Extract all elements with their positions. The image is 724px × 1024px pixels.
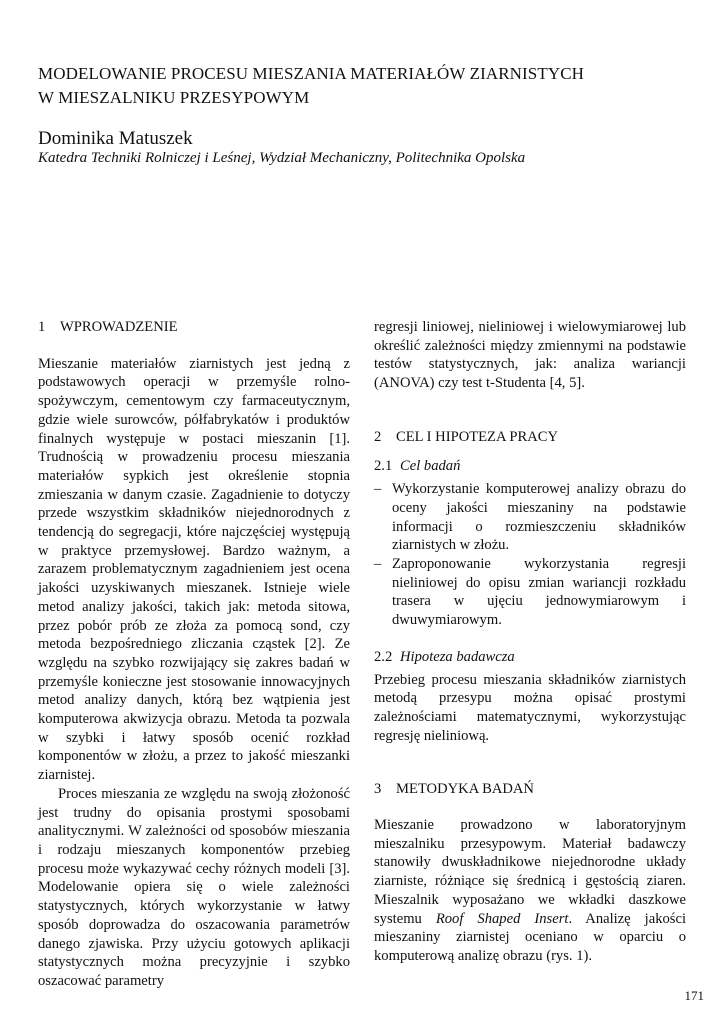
subsection-heading-aim xyxy=(374,457,686,476)
title-line-1: MODELOWANIE PROCESU MIESZANIA MATERIAŁÓW ZIARNISTYCH xyxy=(38,64,585,83)
intro-paragraph-2-continued: regresji liniowej, nieliniowej i wielowymiarowej lub określić zależności między zmiennymi na podstawie testów statystycznych, jak: analiza wariancji (ANOVA) czy test t-Studenta [4, 5]. xyxy=(374,319,686,392)
section-number: 2 xyxy=(374,428,382,445)
author-name: Dominika Matuszek xyxy=(38,128,193,149)
right-column xyxy=(374,318,686,966)
page-number: 171 xyxy=(684,988,704,1003)
methodology-text-end: . Analizę jakości mieszaniny ziarnistej oceniano w oparciu o komputerową analizę obrazu (rys. 1). xyxy=(374,910,687,964)
section-title: WPROWADZENIE xyxy=(60,319,178,335)
intro-paragraph-1: Mieszanie materiałów ziarnistych jest jedną z podstawowych operacji w przemyśle rolno-spożywczym, cementowym czy farmaceutycznym, gdzie wiele surowców, półfabrykatów i produktów finalnych występuje w postaci mieszanin [1]. Trudnością w prowadzeniu procesu mieszania materiałów sypkich jest określenie stopnia zmieszania w danym czasie. Zagadnienie to dotyczy przede wszystkim składników niejednorodnych z tendencją do segregacji, które najczęściej występują w praktyce przemysłowej. Bardzo ważnym, a zarazem problematycznym zagadnieniem jest ocena jakości uzyskiwanych mieszanek. Istnieje wiele metod analizy jakości, takich jak: metoda sitowa, przez pobór prób ze złoża za pomocą sond, czy metoda bezpośredniego zliczania cząstek [2]. Ze względu na szybko rozwijający się zakres badań w przemyśle konieczne jest stosowanie innowacyjnych metod analizy danych, którą bez wątpienia jest komputerowa akwizycja obrazu. Metoda ta pozwala w szybki i łatwy sposób ocenić rozkład komponentów w złożu, a przez to jakość mieszanki ziarnistej. xyxy=(38,355,350,784)
subsection-heading-hypothesis xyxy=(374,648,686,667)
hypothesis-paragraph: Przebieg procesu mieszania składników ziarnistych metodą przesypu można opisać prostymi zależnościami matematycznymi, wykorzystując regresję nieliniową. xyxy=(374,671,686,744)
section-heading-aim-hypothesis xyxy=(374,428,686,447)
subsection-number: 2.1 xyxy=(374,457,393,474)
subsection-title: Hipoteza badawcza xyxy=(400,648,515,665)
methodology-text: Mieszanie prowadzono w laboratoryjnym mieszalniku przesypowym. Materiał badawczy stanowiły dwuskładnikowe niejednorodne układy ziarniste, różniące się średnicą i gęstością ziaren. Mieszalnik wyposażano we wkładki daszkowe systemu xyxy=(374,817,686,927)
methodology-paragraph xyxy=(374,816,686,966)
section-number: 1 xyxy=(38,319,46,335)
section-title: METODYKA BADAŃ xyxy=(396,781,534,798)
section-heading-introduction xyxy=(38,318,350,337)
paper-title xyxy=(38,62,678,110)
intro-paragraph-2: Proces mieszania ze względu na swoją złożoność jest trudny do opisania prostymi sposobami analitycznymi. W zależności od sposobów mieszania i rodzaju mieszanych komponentów przebieg procesu może wykazywać cechy różnych modeli [3]. Modelowanie opiera się o wiele zależności statystycznych, których wykorzystanie w łatwy sposób doprowadza do oszacowania parametrów danego zjawiska. Przy użyciu gotowych aplikacji statystycznych można precyzyjnie i szybko oszacować parametry xyxy=(38,785,350,989)
section-number: 3 xyxy=(374,781,382,798)
section-heading-methodology xyxy=(374,780,686,799)
list-item: – Zaproponowanie wykorzystania regresji nieliniowej do opisu zmian wariancji rozkładu trasera w ujęciu jednowymiarowym i dwuwymiarowym. xyxy=(374,555,686,630)
subsection-number: 2.2 xyxy=(374,648,393,665)
aims-list xyxy=(374,480,686,630)
author-affiliation: Katedra Techniki Rolniczej i Leśnej, Wydział Mechaniczny, Politechnika Opolska xyxy=(38,150,526,166)
subsection-title: Cel badań xyxy=(400,457,461,474)
section-title: CEL I HIPOTEZA PRACY xyxy=(396,428,559,445)
list-item: – Wykorzystanie komputerowej analizy obrazu do oceny jakości mieszaniny na podstawie informacji o rozmieszczeniu składników ziarnistych w złożu. xyxy=(374,480,686,555)
left-column xyxy=(38,318,350,991)
title-line-2: W MIESZALNIKU PRZESYPOWYM xyxy=(38,88,310,107)
insert-system-name: Roof Shaped Insert xyxy=(435,910,569,927)
